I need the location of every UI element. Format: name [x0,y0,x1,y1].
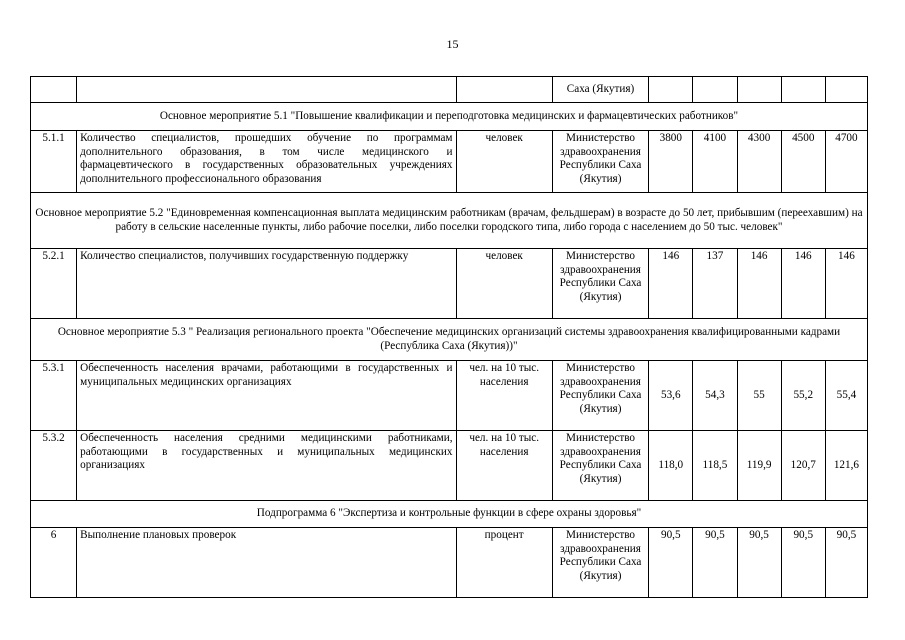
section-heading: Основное мероприятие 5.1 "Повышение квалификации и переподготовка медицинских и фармацевтических работников" [31,103,868,131]
section-heading-row [31,501,868,528]
value-cell: 146 [781,249,825,319]
value-cell: 90,5 [693,528,737,598]
value-cell: 90,5 [649,528,693,598]
value-cell: 118,0 [649,431,693,501]
value-cell: 90,5 [825,528,867,598]
value-cell: 4100 [693,131,737,193]
page-number: 15 [446,37,459,51]
cell-empty [737,77,781,103]
org-cell: Министерство здравоохранения Республики Саха (Якутия) [552,361,648,431]
unit-cell: человек [456,131,552,193]
org-cell: Министерство здравоохранения Республики Саха (Якутия) [552,131,648,193]
value-cell: 137 [693,249,737,319]
unit-cell: чел. на 10 тыс. населения [456,361,552,431]
value-cell: 3800 [649,131,693,193]
section-heading-row [31,193,868,249]
value-cell: 120,7 [781,431,825,501]
table-row [31,131,868,193]
cell-empty [649,77,693,103]
value-cell: 146 [649,249,693,319]
cell-empty [77,77,456,103]
table-row [31,528,868,598]
value-cell: 4500 [781,131,825,193]
indicator-name: Количество специалистов, получивших государственную поддержку [77,249,456,319]
org-cell: Министерство здравоохранения Республики Саха (Якутия) [552,528,648,598]
value-cell: 55,4 [825,361,867,431]
value-cell: 121,6 [825,431,867,501]
table-row [31,431,868,501]
table-row [31,361,868,431]
value-cell: 146 [825,249,867,319]
unit-cell: процент [456,528,552,598]
cell-empty [693,77,737,103]
value-cell: 4300 [737,131,781,193]
value-cell: 53,6 [649,361,693,431]
cell-empty [825,77,867,103]
row-number: 5.3.1 [31,361,77,431]
table-row [31,249,868,319]
cell-empty [781,77,825,103]
section-heading: Основное мероприятие 5.3 " Реализация регионального проекта "Обеспечение медицинских организаций системы здравоохранения квалифицированными кадрами (Республика Саха (Якутия))" [31,319,868,361]
value-cell: 90,5 [781,528,825,598]
indicator-name: Обеспеченность населения средними медицинскими работниками, работающими в государственных и муниципальных медицинских организациях [77,431,456,501]
row-number: 6 [31,528,77,598]
section-heading: Основное мероприятие 5.2 "Единовременная компенсационная выплата медицинским работникам (врачам, фельдшерам) в возрасте до 50 лет, прибывшим (переехавшим) на работу в сельские населенные пункты, либо рабочие поселки, либо поселки городского типа, либо города с населением до 50 тыс. человек" [31,193,868,249]
row-number: 5.2.1 [31,249,77,319]
unit-cell: чел. на 10 тыс. населения [456,431,552,501]
indicator-name: Выполнение плановых проверок [77,528,456,598]
org-cell: Министерство здравоохранения Республики Саха (Якутия) [552,431,648,501]
section-heading-row [31,103,868,131]
row-number: 5.1.1 [31,131,77,193]
indicators-table [30,76,868,598]
value-cell: 55,2 [781,361,825,431]
value-cell: 118,5 [693,431,737,501]
indicator-name: Количество специалистов, прошедших обучение по программам дополнительного образования, в том числе медицинского и фармацевтического в государственных образовательных учреждениях дополнительного профессионального образования [77,131,456,193]
cell-empty [456,77,552,103]
section-heading-row [31,319,868,361]
cell-empty [31,77,77,103]
indicator-name: Обеспеченность населения врачами, работающими в государственных и муниципальных медицинских организациях [77,361,456,431]
value-cell: 119,9 [737,431,781,501]
continuation-row [31,77,868,103]
value-cell: 4700 [825,131,867,193]
org-cell: Саха (Якутия) [552,77,648,103]
value-cell: 55 [737,361,781,431]
value-cell: 90,5 [737,528,781,598]
value-cell: 146 [737,249,781,319]
section-heading: Подпрограмма 6 "Экспертиза и контрольные функции в сфере охраны здоровья" [31,501,868,528]
value-cell: 54,3 [693,361,737,431]
row-number: 5.3.2 [31,431,77,501]
unit-cell: человек [456,249,552,319]
org-cell: Министерство здравоохранения Республики Саха (Якутия) [552,249,648,319]
